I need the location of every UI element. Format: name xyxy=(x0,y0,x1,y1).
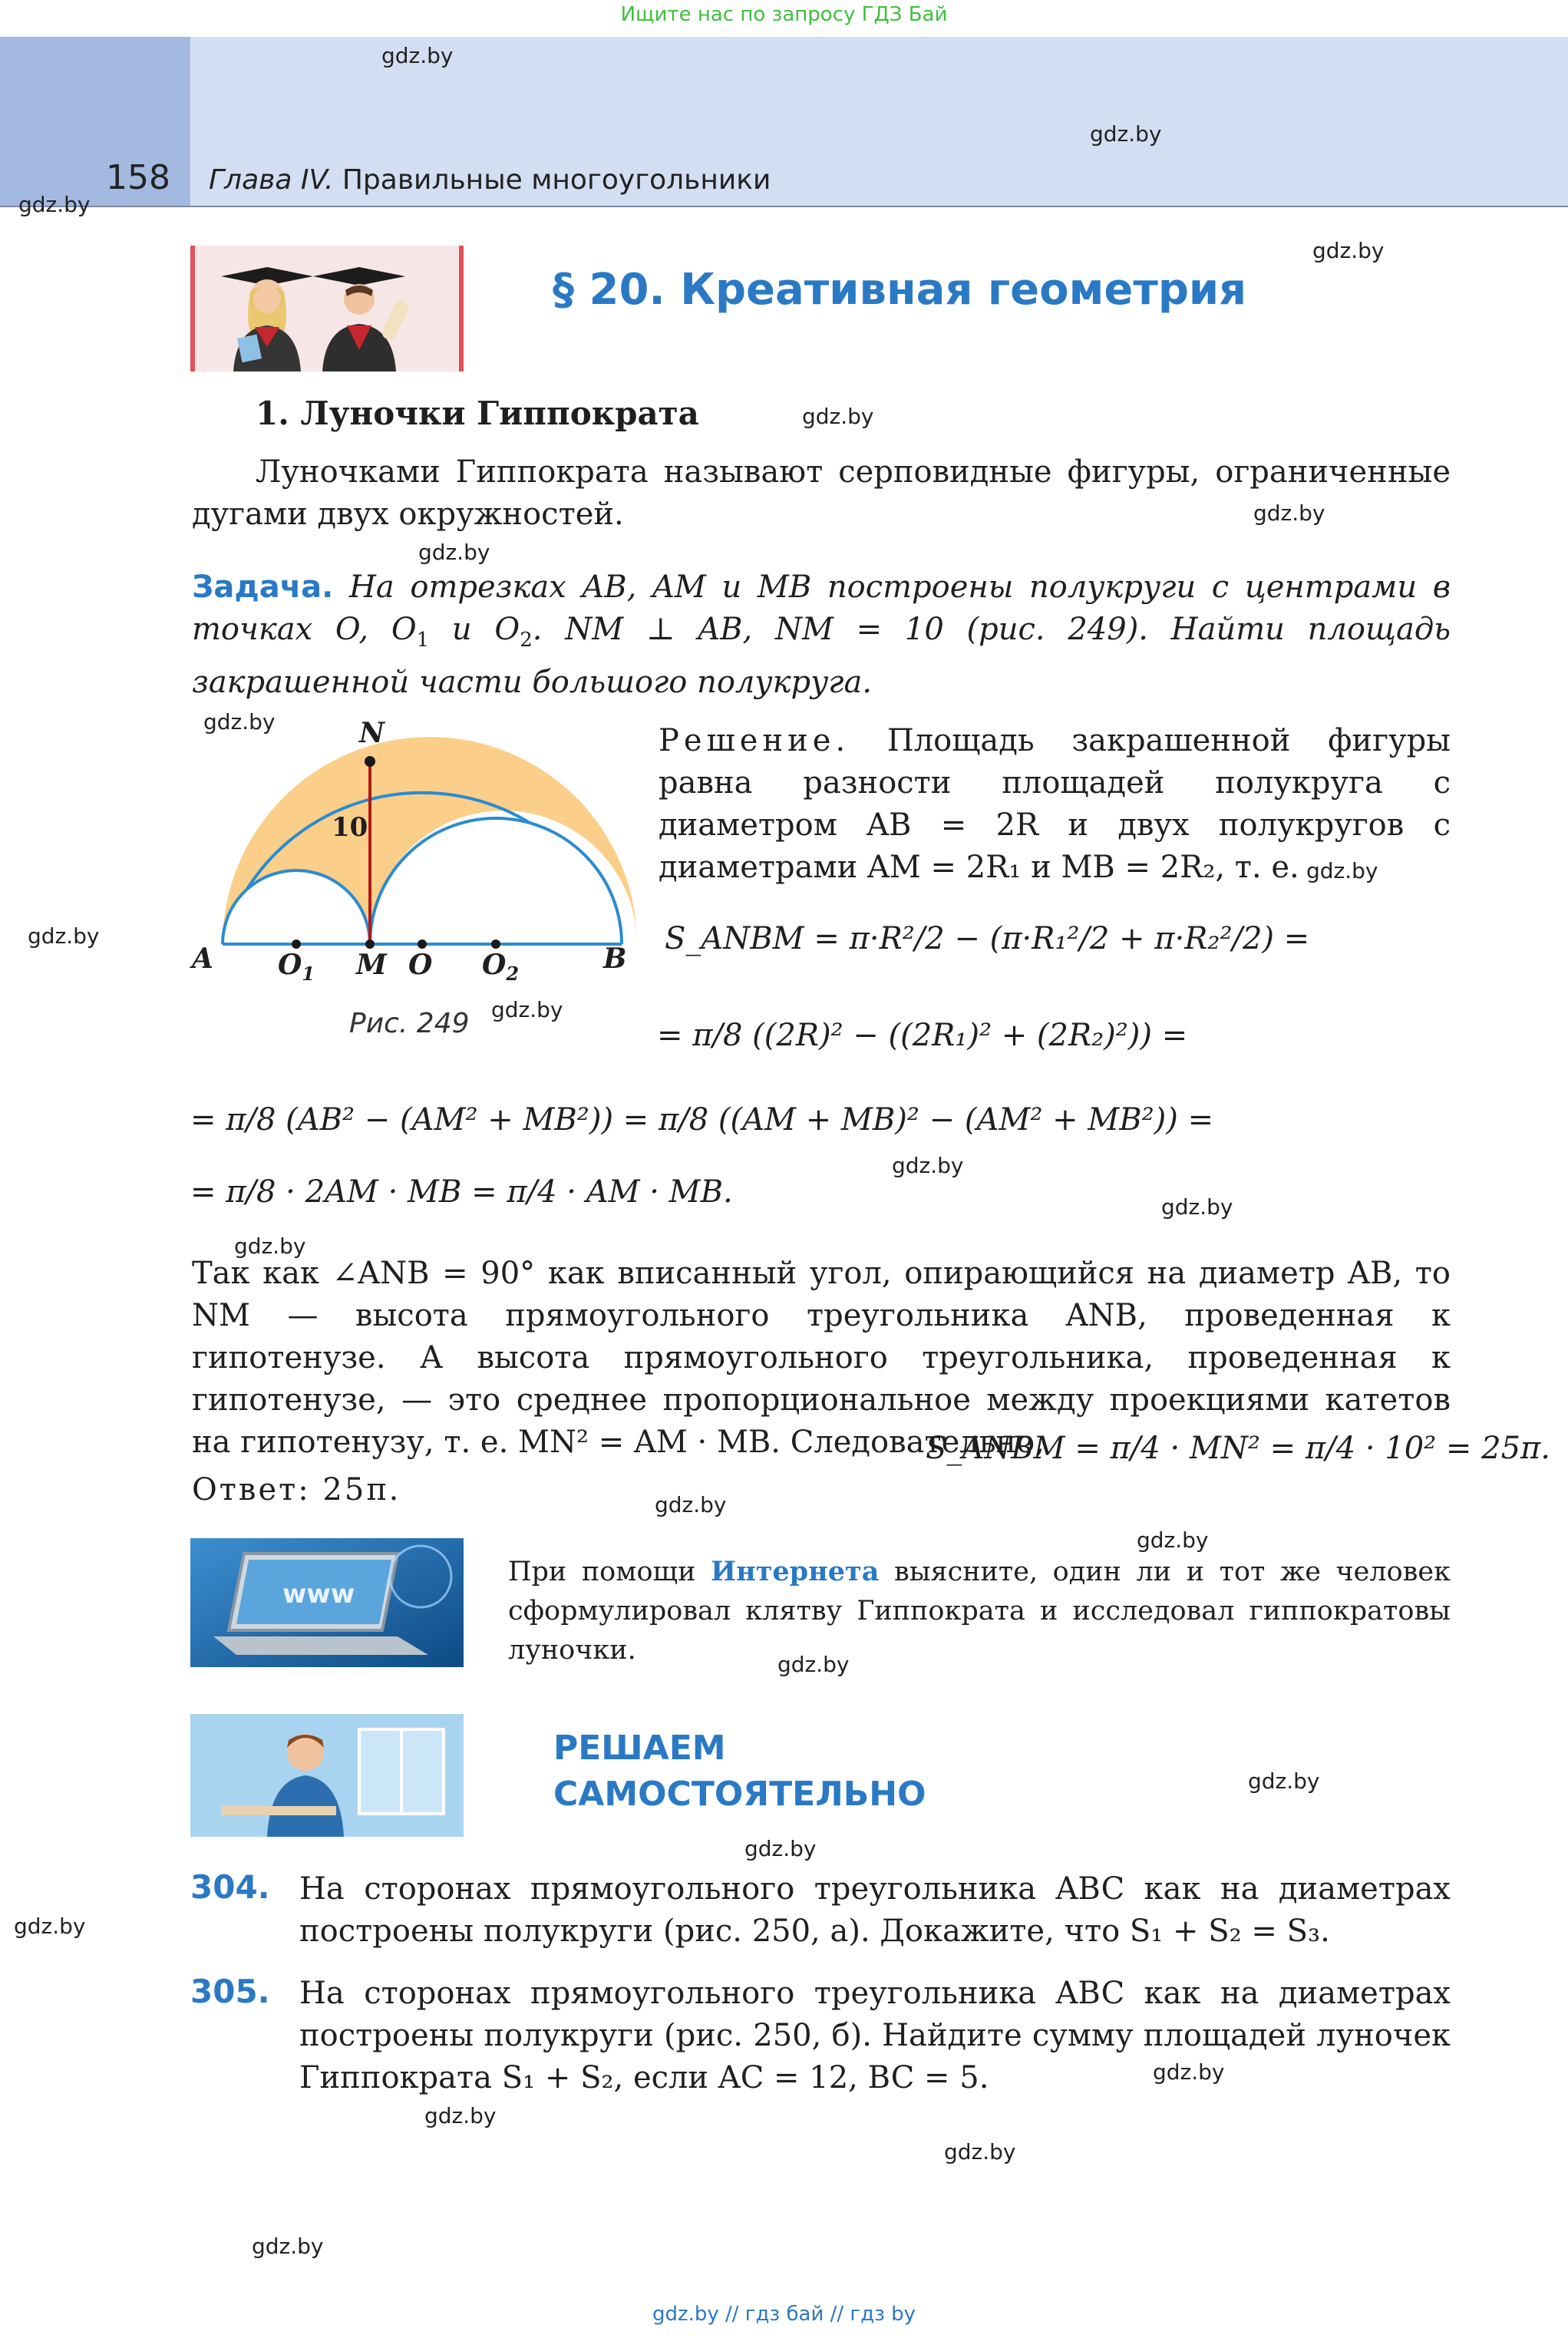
final-equation: S_ANBM = π/4 · MN² = π/4 · 10² = 25π. xyxy=(926,1431,1551,1466)
svg-text:www: www xyxy=(282,1579,355,1610)
watermark: gdz.by xyxy=(744,1836,817,1861)
self-study-line2: САМОСТОЯТЕЛЬНО xyxy=(553,1775,926,1814)
watermark: gdz.by xyxy=(1090,121,1162,147)
exercise-text: На сторонах прямоугольного треугольника ABC как на диаметрах построены полукруги (рис. 250, б). Найдите сумму площадей луночек Гиппократа S₁ + S₂, если AC = 12, BC = 5. xyxy=(299,1976,1451,2095)
student-illustration xyxy=(190,1714,464,1837)
watermark: gdz.by xyxy=(892,1153,964,1178)
watermark: gdz.by xyxy=(1161,1194,1233,1220)
point-o xyxy=(418,939,427,949)
internet-prefix: При помощи xyxy=(508,1557,696,1587)
definition-paragraph: Луночками Гиппократа называют серповидные фигуры, ограниченные дугами двух окружностей. xyxy=(192,454,1451,532)
header-divider xyxy=(0,206,1568,207)
watermark: gdz.by xyxy=(1306,858,1378,883)
watermark: gdz.by xyxy=(491,997,563,1022)
label-n: N xyxy=(359,717,385,749)
internet-paragraph xyxy=(508,1552,1451,1670)
watermark: gdz.by xyxy=(944,2139,1016,2165)
point-n xyxy=(365,756,375,767)
watermark: gdz.by xyxy=(1312,238,1385,263)
label-b: B xyxy=(603,943,627,975)
section-title: § 20. Креативная геометрия xyxy=(553,265,1247,315)
solution-text: Площадь закрашенной фигуры равна разности площадей полукруга с диаметром AB = 2R и двух полукругов с диаметрами AM = 2R₁ и MB = 2R₂, т. е. xyxy=(659,723,1451,885)
page-number: 158 xyxy=(106,158,170,197)
watermark: gdz.by xyxy=(234,1233,306,1259)
self-study-line1: РЕШАЕМ xyxy=(553,1729,726,1768)
chapter-title xyxy=(209,164,771,196)
chapter-prefix: Глава IV. xyxy=(209,164,334,196)
height-label: 10 xyxy=(332,812,368,843)
chapter-name: Правильные многоугольники xyxy=(342,164,771,196)
exercise-number: 305. xyxy=(190,1973,270,2010)
watermark: gdz.by xyxy=(14,1914,86,1939)
watermark: gdz.by xyxy=(203,709,276,735)
point-o1 xyxy=(292,939,301,949)
figure-caption: Рис. 249 xyxy=(349,1008,470,1039)
task-label: Задача. xyxy=(192,570,334,605)
equation-2: = π/8 ((2R)² − ((2R₁)² + (2R₂)²)) = xyxy=(657,1018,1188,1053)
watermark: gdz.by xyxy=(1153,2059,1225,2085)
exercise-text: На сторонах прямоугольного треугольника ABC как на диаметрах построены полукруги (рис. 250, а). Докажите, что S₁ + S₂ = S₃. xyxy=(299,1871,1451,1949)
solution-paragraph xyxy=(659,720,1451,889)
watermark: gdz.by xyxy=(18,192,91,217)
task-text-3: . NM ⊥ AB, NM = 10 (рис. 249). Найти площадь закрашенной части большого полукруга. xyxy=(192,612,1451,700)
bottom-banner: gdz.by // гдз бай // гдз by xyxy=(652,2303,916,2326)
internet-suffix: выясните, один ли и тот же человек сформулировал клятву Гиппократа и исследовал гиппократовы луночки. xyxy=(508,1557,1451,1666)
task-text-2: и O xyxy=(451,612,520,647)
watermark: gdz.by xyxy=(28,923,100,949)
self-study-title xyxy=(553,1725,926,1818)
exercise-number: 304. xyxy=(190,1868,270,1906)
label-o2: $O_2$ xyxy=(482,949,520,986)
subheading: 1. Луночки Гиппократа xyxy=(256,395,699,432)
watermark: gdz.by xyxy=(802,404,874,429)
point-o2 xyxy=(491,939,500,949)
task-text: На отрезках AB, AM и MB построены полукруги с центрами в точках O, O xyxy=(192,570,1451,647)
equation-1: S_ANBM = π·R²/2 − (π·R₁²/2 + π·R₂²/2) = xyxy=(665,921,1310,956)
label-a: A xyxy=(192,943,213,975)
explanation-paragraph: Так как ∠ANB = 90° как вписанный угол, опирающийся на диаметр AB, то NM — высота прямоугольного треугольника ANB, проведенная к гипотенузе. А высота прямоугольного треугольника, проведенная к гипотенузе, — это среднее пропорциональное между проекциями катетов на гипотенузу, т. е. MN² = AM · MB. Следовательно, xyxy=(192,1256,1451,1460)
laptop-illustration xyxy=(190,1538,464,1667)
answer: Ответ: 25π. xyxy=(192,1472,401,1507)
equation-4: = π/8 · 2AM · MB = π/4 · AM · MB. xyxy=(190,1174,733,1210)
watermark: gdz.by xyxy=(381,43,454,68)
figure-249 xyxy=(192,714,637,998)
watermark: gdz.by xyxy=(1137,1527,1209,1553)
watermark: gdz.by xyxy=(777,1652,850,1677)
label-o1: $O_1$ xyxy=(278,949,315,986)
task-paragraph: Задача. На отрезках AB, AM и MB построены полукруги с центрами в точках O, $O_1$ и $O_2$. NM ⊥ AB, NM = 10 (рис. 249). Найти площадь закрашенной части большого полукруга. xyxy=(192,570,1451,700)
watermark: gdz.by xyxy=(655,1492,727,1517)
point-m xyxy=(365,939,375,949)
watermark: gdz.by xyxy=(424,2103,497,2128)
watermark: gdz.by xyxy=(1253,500,1325,526)
watermark: gdz.by xyxy=(418,540,490,565)
solution-word: Решение. xyxy=(659,723,850,758)
label-m: M xyxy=(356,949,387,981)
watermark: gdz.by xyxy=(252,2234,324,2259)
equation-3: = π/8 (AB² − (AM² + MB²)) = π/8 ((AM + MB)² − (AM² + MB²)) = xyxy=(190,1102,1214,1138)
graduates-illustration xyxy=(190,246,464,372)
internet-link: Интернета xyxy=(711,1556,880,1587)
top-banner: Ищите нас по запросу ГДЗ Бай xyxy=(620,3,948,26)
label-o: O xyxy=(408,949,433,981)
watermark: gdz.by xyxy=(1248,1768,1320,1794)
